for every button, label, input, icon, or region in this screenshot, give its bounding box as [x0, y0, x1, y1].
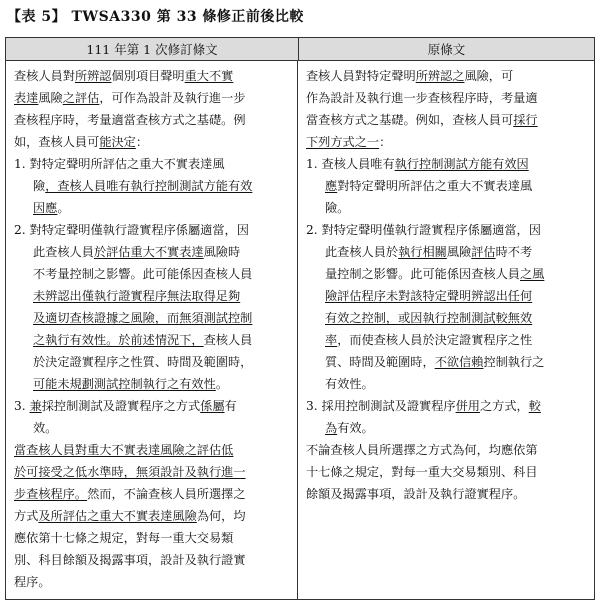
text-segment: 險。 [325, 201, 350, 215]
text-segment: 效。 [33, 421, 58, 435]
text-segment: ，而使查核人員於決定證實程序之性 [337, 333, 533, 347]
text-line [14, 527, 291, 549]
table-header-row [6, 38, 594, 61]
text-segment: 然而，不論查核人員所選擇之 [87, 487, 246, 501]
text-line [14, 285, 291, 307]
text-segment: 程序。 [14, 575, 51, 589]
text-line [14, 395, 291, 417]
text-line [14, 483, 291, 505]
underlined-text: 兼 [29, 399, 42, 413]
text-line [14, 373, 291, 395]
original-text-cell [298, 61, 594, 599]
text-segment: 為何，均 [196, 509, 246, 523]
text-segment: 查核程序時，考量適當查核方式之基礎。例 [14, 113, 246, 127]
text-line [14, 329, 291, 351]
underlined-text: 較 [528, 399, 541, 413]
text-segment: 風險時 [203, 245, 241, 259]
text-segment: 別、科目餘額及揭露事項，設計及執行證實 [14, 553, 246, 567]
text-segment: 時不考 [495, 245, 533, 259]
text-line [14, 571, 291, 593]
table-body-row [6, 61, 594, 599]
text-line [306, 483, 588, 505]
underlined-text: 未辨認出僅執行證實程序無法取得足夠 [33, 289, 241, 303]
underlined-text: 重大不實 [184, 69, 234, 83]
text-segment: 質、時間及範圍時， [325, 355, 435, 369]
text-segment: 有效性。 [325, 377, 374, 391]
text-segment: 風險 [446, 245, 472, 259]
text-line [306, 131, 588, 153]
text-line [306, 417, 588, 439]
text-segment: 此查核人員 [33, 245, 94, 259]
underlined-text: 當查核人員對重大不實表達風險之評估低 [14, 443, 234, 457]
text-line [306, 153, 588, 175]
text-segment: 當查核方式之基礎。例如，查核人員可 [306, 113, 514, 127]
header-original-text: 原條文 [427, 42, 466, 57]
text-line [14, 87, 291, 109]
text-segment: 控制執行之 [483, 355, 545, 369]
text-line [14, 461, 291, 483]
text-line [306, 439, 588, 461]
text-segment: 風險 [38, 91, 63, 105]
text-line [306, 65, 588, 87]
text-line [306, 241, 588, 263]
underlined-text: 表達 [14, 91, 39, 105]
text-segment: 1. 對特定聲明所評估之重大不實表達風 [14, 157, 225, 171]
text-segment: 有 [224, 399, 237, 413]
underlined-text: 於評估重大不實表達 [93, 245, 204, 259]
text-segment: 採控制測試及證實程序之方式 [41, 399, 201, 413]
underlined-text: 之風 [520, 267, 545, 281]
underlined-text: 因應 [33, 201, 58, 215]
text-segment: 應依第十七條之規定，對每一重大交易類 [14, 531, 234, 545]
text-segment: 險 [33, 179, 46, 193]
text-line [14, 351, 291, 373]
text-segment: ： [135, 135, 149, 149]
text-segment: 2. 對特定聲明僅執行證實程序係屬適當，因 [14, 223, 249, 237]
text-segment: 風險，可 [464, 69, 514, 83]
text-segment: 此查核人員於 [325, 245, 399, 259]
text-segment: 對特定聲明所評估之重大不實表達風 [337, 179, 533, 193]
text-line [14, 307, 291, 329]
underlined-text: 所辨認 [74, 69, 112, 83]
underlined-text: 係屬 [200, 399, 225, 413]
text-segment: 方式 [14, 509, 39, 523]
text-line [14, 65, 291, 87]
text-segment: 1. 查核人員唯有 [306, 157, 395, 171]
header-revised-text: 111 年第 1 次修訂條文 [6, 38, 299, 60]
text-segment: 查核人員對特定聲明 [306, 69, 416, 83]
underlined-text: 能決定 [99, 135, 136, 149]
text-segment: 。 [215, 377, 228, 391]
underlined-text: 於可接受之低水準時，無須設計及執行進一 [14, 465, 246, 479]
text-line [14, 439, 291, 461]
text-line [306, 461, 588, 483]
text-line [306, 87, 588, 109]
text-segment: 個別項目聲明 [111, 69, 185, 83]
text-segment: 之方式， [479, 399, 529, 413]
revised-text-cell [6, 61, 298, 599]
text-segment: ，可作為設計及執行進一步 [99, 91, 246, 105]
text-line [306, 373, 588, 395]
text-segment: 2. 對特定聲明僅執行證實程序係屬適當，因 [306, 223, 541, 237]
underlined-text: 及適切查核證據之風險，而無須測試控制 [33, 311, 253, 325]
underlined-text: 評估 [471, 245, 496, 259]
text-line [14, 417, 291, 439]
underlined-text: 步查核程序。 [14, 487, 88, 501]
text-line [14, 175, 291, 197]
comparison-table [5, 37, 595, 600]
underlined-text: 之執行有效性。於前述情況下， [33, 333, 204, 347]
text-segment: 十七條之規定，對每一重大交易類別、科目 [306, 465, 538, 479]
text-segment: 有效。 [337, 421, 374, 435]
text-segment: 作為設計及執行進一步查核程序時，考量適 [306, 91, 538, 105]
text-segment: 不論查核人員所選擇之方式為何，均應依第 [306, 443, 538, 457]
underlined-text: 所辨認之 [415, 69, 465, 83]
text-line [306, 219, 588, 241]
text-segment: 於決定證實程序之性質、時間及範圍時， [33, 355, 253, 369]
underlined-text: 下列方式之一 [306, 135, 380, 149]
text-line [306, 109, 588, 131]
text-segment: 量控制之影響。此可能係因查核人員 [325, 267, 520, 281]
text-line [14, 241, 291, 263]
text-segment: 查核人員 [203, 333, 253, 347]
text-line [14, 549, 291, 571]
text-line [306, 395, 588, 417]
text-segment: 3. [14, 399, 30, 413]
underlined-text: 執行控制測試方能有效因 [394, 157, 529, 171]
table-caption: 【表 5】 TWSA330 第 33 條修正前後比較 [7, 9, 304, 25]
text-line [306, 351, 588, 373]
underlined-text: 併用 [455, 399, 480, 413]
text-line [14, 263, 291, 285]
text-line [14, 153, 291, 175]
underlined-text: ，查核人員唯有執行控制測試方能有效 [45, 179, 253, 193]
text-segment: ： [379, 135, 392, 149]
text-segment: 3. 採用控制測試及證實程序 [306, 399, 456, 413]
text-segment: 如，查核人員可 [14, 135, 100, 149]
underlined-text: 及所評估之重大不實表達風險 [38, 509, 197, 523]
text-line [14, 197, 291, 219]
text-line [306, 197, 588, 219]
text-line [14, 219, 291, 241]
underlined-text: 有效之控制，或因執行控制測試較無效 [325, 311, 533, 325]
underlined-text: 之評估 [62, 91, 100, 105]
underlined-text: 為 [325, 421, 338, 435]
text-line [14, 109, 291, 131]
text-segment: 餘額及揭露事項，設計及執行證實程序。 [306, 487, 526, 501]
text-segment: 。 [57, 201, 70, 215]
underlined-text: 率 [325, 333, 338, 347]
text-segment: 查核人員對 [14, 69, 75, 83]
text-line [306, 175, 588, 197]
text-line [306, 285, 588, 307]
text-line [306, 307, 588, 329]
text-line [306, 263, 588, 285]
text-line [306, 329, 588, 351]
underlined-text: 可能未規劃測試控制執行之有效性 [33, 377, 216, 391]
underlined-text: 採行 [513, 113, 538, 127]
underlined-text: 險評估程序未對該特定聲明辨認出任何 [325, 289, 533, 303]
underlined-text: 不欲信賴 [434, 355, 484, 369]
text-segment: 不考量控制之影響。此可能係因查核人員 [33, 267, 253, 281]
underlined-text: 執行相關 [398, 245, 447, 259]
text-line [14, 505, 291, 527]
text-line [14, 131, 291, 153]
underlined-text: 應 [325, 179, 338, 193]
